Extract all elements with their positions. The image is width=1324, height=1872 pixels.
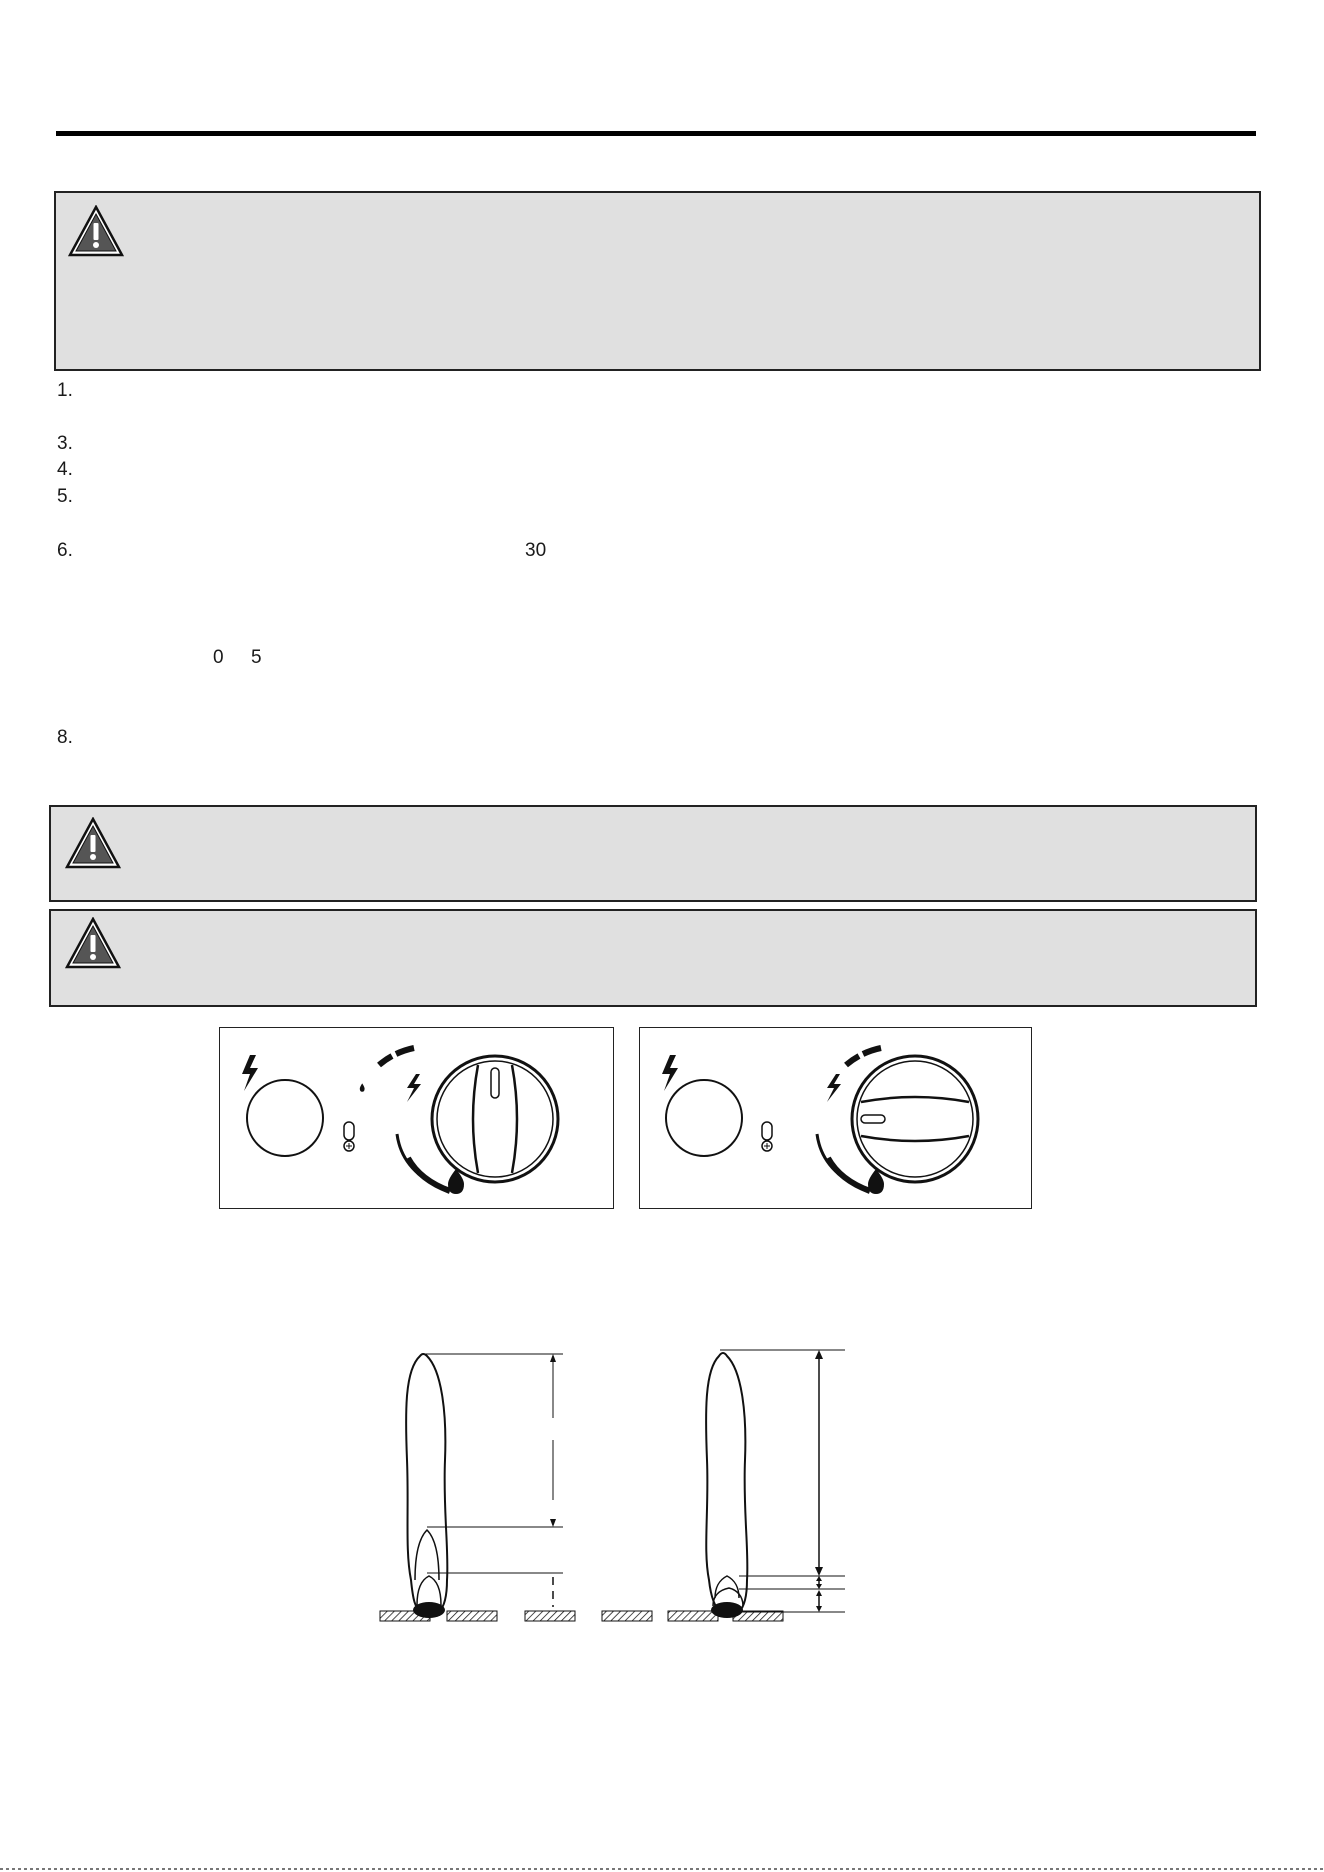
- control-panel-figure-2: [639, 1027, 1032, 1209]
- header-rule: [56, 131, 1256, 136]
- lightning-icon: [242, 1055, 258, 1091]
- gas-knob-horizontal: [852, 1056, 978, 1182]
- flame-diagrams: [375, 1340, 855, 1630]
- warning-triangle-icon: [65, 917, 121, 969]
- step-number-1: 1.: [57, 380, 73, 401]
- ignition-button: [247, 1080, 323, 1156]
- gas-knob-vertical: [432, 1056, 558, 1182]
- warning-box-2: [49, 805, 1257, 902]
- flame-2: [706, 1350, 845, 1618]
- step-7-value-b: 5: [251, 647, 262, 668]
- step-6-value: 30: [525, 540, 547, 561]
- warning-triangle-icon: [68, 205, 124, 257]
- step-number-3: 3.: [57, 433, 73, 454]
- safety-valve-icon: [762, 1122, 772, 1151]
- page-bottom-edge: [0, 1868, 1324, 1870]
- warning-triangle-icon: [65, 817, 121, 869]
- warning-box-3: [49, 909, 1257, 1007]
- warning-box-1: [54, 191, 1261, 371]
- flame-1: [406, 1354, 563, 1618]
- safety-valve-icon: [344, 1122, 354, 1151]
- control-panel-figure-1: [219, 1027, 614, 1209]
- step-number-4: 4.: [57, 459, 73, 480]
- step-number-8: 8.: [57, 727, 73, 748]
- step-number-6: 6.: [57, 540, 73, 561]
- lightning-icon: [662, 1055, 678, 1091]
- ignition-button: [666, 1080, 742, 1156]
- step-7-value-a: 0: [213, 647, 224, 668]
- step-number-5: 5.: [57, 486, 73, 507]
